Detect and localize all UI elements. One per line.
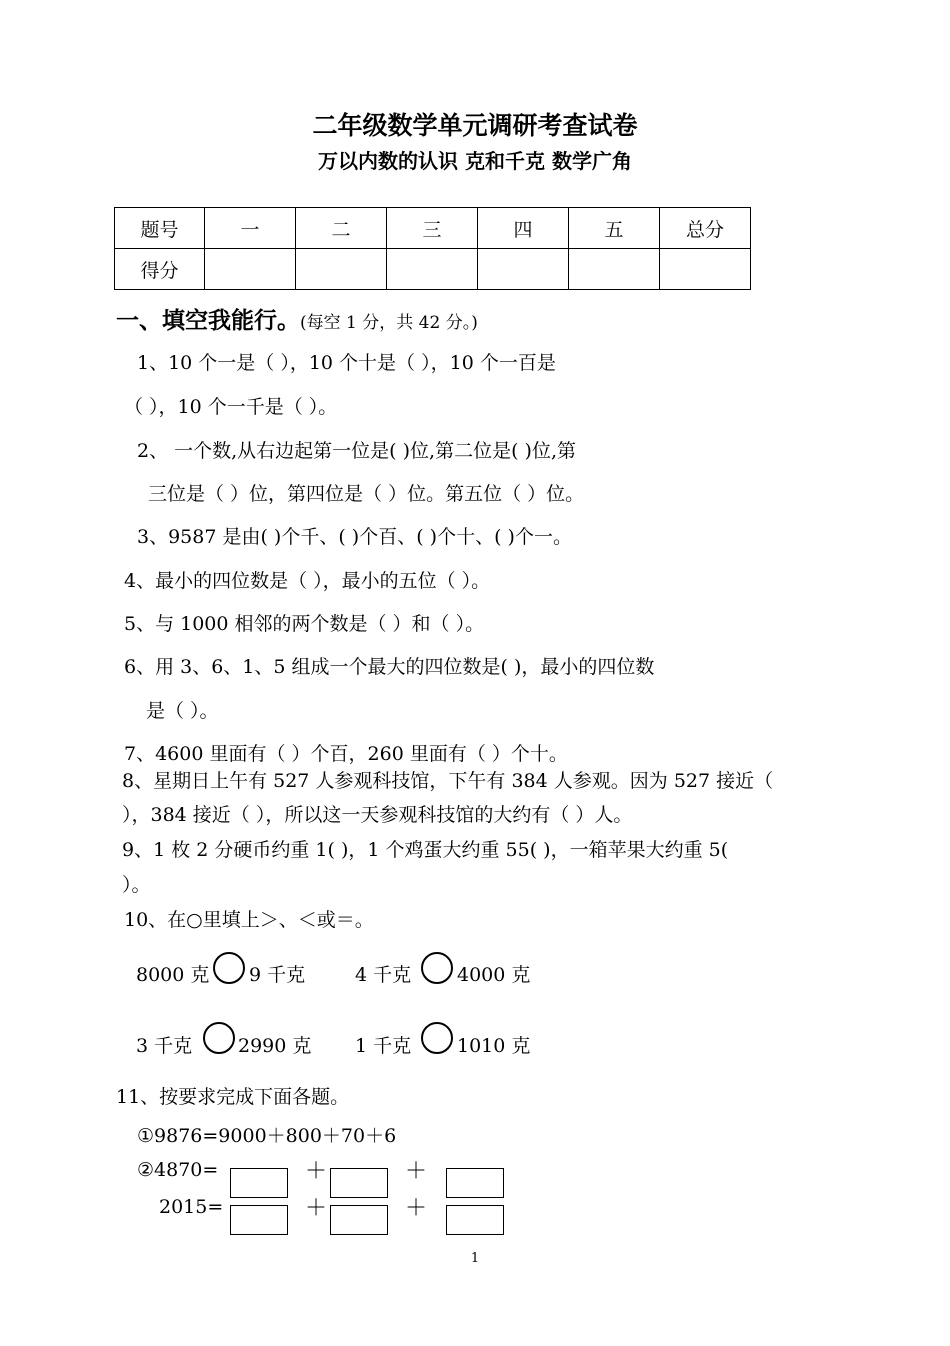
section-heading: [116, 302, 478, 335]
decompose-label: ②4870=: [137, 1159, 219, 1181]
compare-right-value: 4000 克: [457, 964, 531, 986]
score-table-score-row: [115, 249, 751, 290]
score-cell[interactable]: [660, 249, 751, 290]
page-number: 1: [470, 1251, 480, 1266]
plus-sign: ＋: [305, 1159, 328, 1184]
compare-left-value: 1 千克: [355, 1035, 412, 1057]
section-note: (每空 1 分，共 42 分。): [300, 313, 478, 333]
question-line: ）。: [122, 874, 151, 896]
page-title: 二年级数学单元调研考查试卷: [312, 111, 638, 140]
compare-circle[interactable]: [213, 952, 245, 984]
score-cell[interactable]: [569, 249, 660, 290]
compare-circle[interactable]: [421, 952, 453, 984]
question-line: （ ），10 个一千是（ ）。: [124, 396, 338, 418]
answer-box[interactable]: [446, 1168, 504, 1198]
score-header-cell: 三: [387, 208, 478, 249]
question-line: ），384 接近（ ），所以这一天参观科技馆的大约有（ ）人。: [122, 804, 633, 826]
score-row-label: 得分: [115, 249, 205, 290]
decompose-label: 2015=: [159, 1196, 224, 1218]
compare-left-value: 3 千克: [136, 1035, 193, 1057]
answer-box[interactable]: [446, 1205, 504, 1235]
question-line: 6、用 3、6、1、5 组成一个最大的四位数是( )，最小的四位数: [124, 656, 655, 678]
score-header-cell: 五: [569, 208, 660, 249]
score-header-cell: 四: [478, 208, 569, 249]
score-cell[interactable]: [478, 249, 569, 290]
score-cell[interactable]: [296, 249, 387, 290]
question-line: 2、 一个数,从右边起第一位是( )位,第二位是( )位,第: [137, 440, 576, 462]
score-header-cell: 二: [296, 208, 387, 249]
plus-sign: ＋: [405, 1196, 428, 1221]
example-line: ①9876=9000＋800＋70＋6: [137, 1125, 397, 1147]
compare-right-value: 2990 克: [238, 1035, 312, 1057]
score-cell[interactable]: [205, 249, 296, 290]
section-heading-text: 一、填空我能行。: [116, 308, 300, 334]
question-line: 1、10 个一是（ ），10 个十是（ ），10 个一百是: [137, 352, 556, 374]
score-header-cell: 总分: [660, 208, 751, 249]
compare-circle[interactable]: [421, 1022, 453, 1054]
score-header-cell: 题号: [115, 208, 205, 249]
answer-box[interactable]: [230, 1205, 288, 1235]
question-line: 8、星期日上午有 527 人参观科技馆，下午有 384 人参观。因为 527 接近（: [122, 770, 774, 792]
compare-left-value: 4 千克: [355, 964, 412, 986]
question-heading: 11、按要求完成下面各题。: [116, 1086, 350, 1108]
question-line: 4、最小的四位数是（ ），最小的五位（ ）。: [124, 570, 491, 592]
score-header-cell: 一: [205, 208, 296, 249]
answer-box[interactable]: [330, 1205, 388, 1235]
compare-left-value: 8000 克: [136, 964, 210, 986]
question-line: 是（ ）。: [146, 700, 219, 722]
compare-right-value: 9 千克: [249, 964, 306, 986]
compare-circle[interactable]: [203, 1022, 235, 1054]
score-table: [114, 207, 751, 290]
plus-sign: ＋: [405, 1159, 428, 1184]
plus-sign: ＋: [305, 1196, 328, 1221]
question-line: 10、在○里填上＞、＜或＝。: [124, 909, 374, 931]
question-line: 三位是（ ）位，第四位是（ ）位。第五位（ ）位。: [148, 483, 585, 505]
score-table-header-row: [115, 208, 751, 249]
question-line: 5、与 1000 相邻的两个数是（ ）和（ ）。: [124, 613, 485, 635]
question-line: 3、9587 是由( )个千、( )个百、( )个十、( )个一。: [137, 526, 572, 548]
compare-right-value: 1010 克: [457, 1035, 531, 1057]
answer-box[interactable]: [330, 1168, 388, 1198]
question-line: 9、1 枚 2 分硬币约重 1( )，1 个鸡蛋大约重 55( )，一箱苹果大约重 5(: [122, 839, 729, 861]
question-line: 7、4600 里面有（ ）个百，260 里面有（ ）个十。: [124, 743, 568, 765]
score-cell[interactable]: [387, 249, 478, 290]
page-subtitle: 万以内数的认识 克和千克 数学广角: [318, 149, 632, 173]
answer-box[interactable]: [230, 1168, 288, 1198]
